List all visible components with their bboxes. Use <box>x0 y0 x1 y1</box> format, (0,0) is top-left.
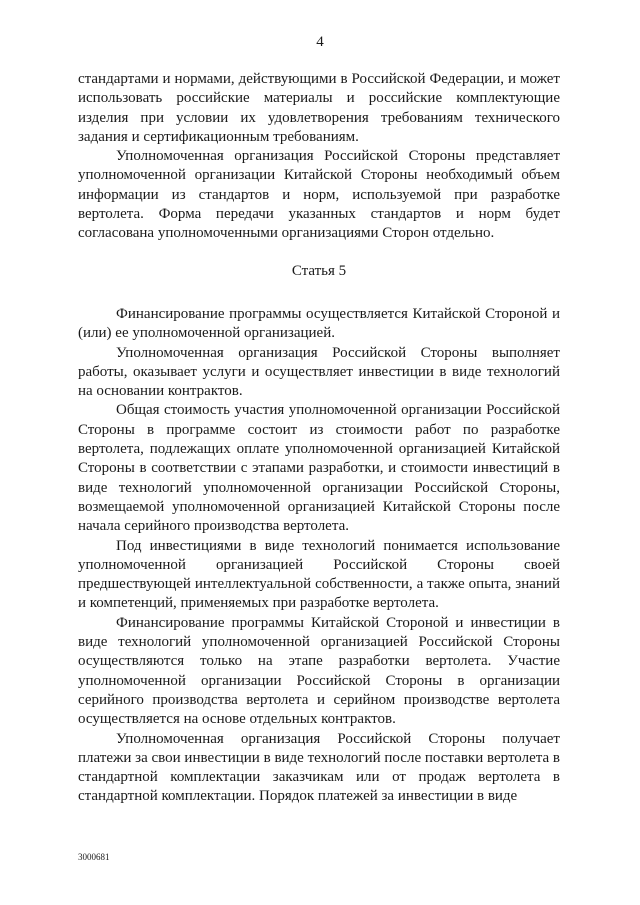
article-heading: Статья 5 <box>291 262 347 279</box>
paragraph: Финансирование программы осуществляется Китайской Стороной и (или) ее уполномоченной организацией. <box>78 305 560 342</box>
document-body <box>78 70 560 807</box>
document-code: 3000681 <box>78 852 110 862</box>
paragraph: Уполномоченная организация Российской Стороны выполняет работы, оказывает услуги и осуществляет инвестиции в виде технологий на основании контрактов. <box>78 344 560 400</box>
paragraph: Финансирование программы Китайской Стороной и инвестиции в виде технологий уполномоченной организацией Российской Стороны осуществляются только на этапе разработки вертолета. Участие уполномоченной организации Российской Стороны в организации серийного производства вертолета и серийном производстве вертолета осуществляется на основе отдельных контрактов. <box>78 614 560 728</box>
page-number: 4 <box>316 34 324 50</box>
paragraph: Уполномоченная организация Российской Стороны получает платежи за свои инвестиции в виде технологий после поставки вертолета в стандартной комплектации заказчикам или от продаж вертолета в стандартной комплектации. Порядок платежей за инвестиции в виде <box>78 730 560 805</box>
paragraph: Общая стоимость участия уполномоченной организации Российской Стороны в программе состоит из стоимости работ по разработке вертолета, подлежащих оплате уполномоченной организацией Китайской Стороны в соответствии с этапами разработки, и стоимости инвестиций в виде технологий уполномоченной организации Российской Стороны, возмещаемой уполномоченной организацией Китайской Стороны после начала серийного производства вертолета. <box>78 402 560 535</box>
paragraph-continuation: стандартами и нормами, действующими в Российской Федерации, и может использовать российские материалы и российские комплектующие изделия при условии их удовлетворения требованиям технического задания и сертификационным требованиям. <box>78 71 560 145</box>
paragraph: Уполномоченная организация Российской Стороны представляет уполномоченной организации Китайской Стороны необходимый объем информации из стандартов и норм, используемой при разработке вертолета. Форма передачи указанных стандартов и норм будет согласована уполномоченными организациями Сторон отдельно. <box>78 148 560 242</box>
paragraph: Под инвестициями в виде технологий понимается использование уполномоченной организацией Российской Стороны своей предшествующей интеллектуальной собственности, а также опыта, знаний и компетенций, применяемых при разработке вертолета. <box>78 537 560 612</box>
